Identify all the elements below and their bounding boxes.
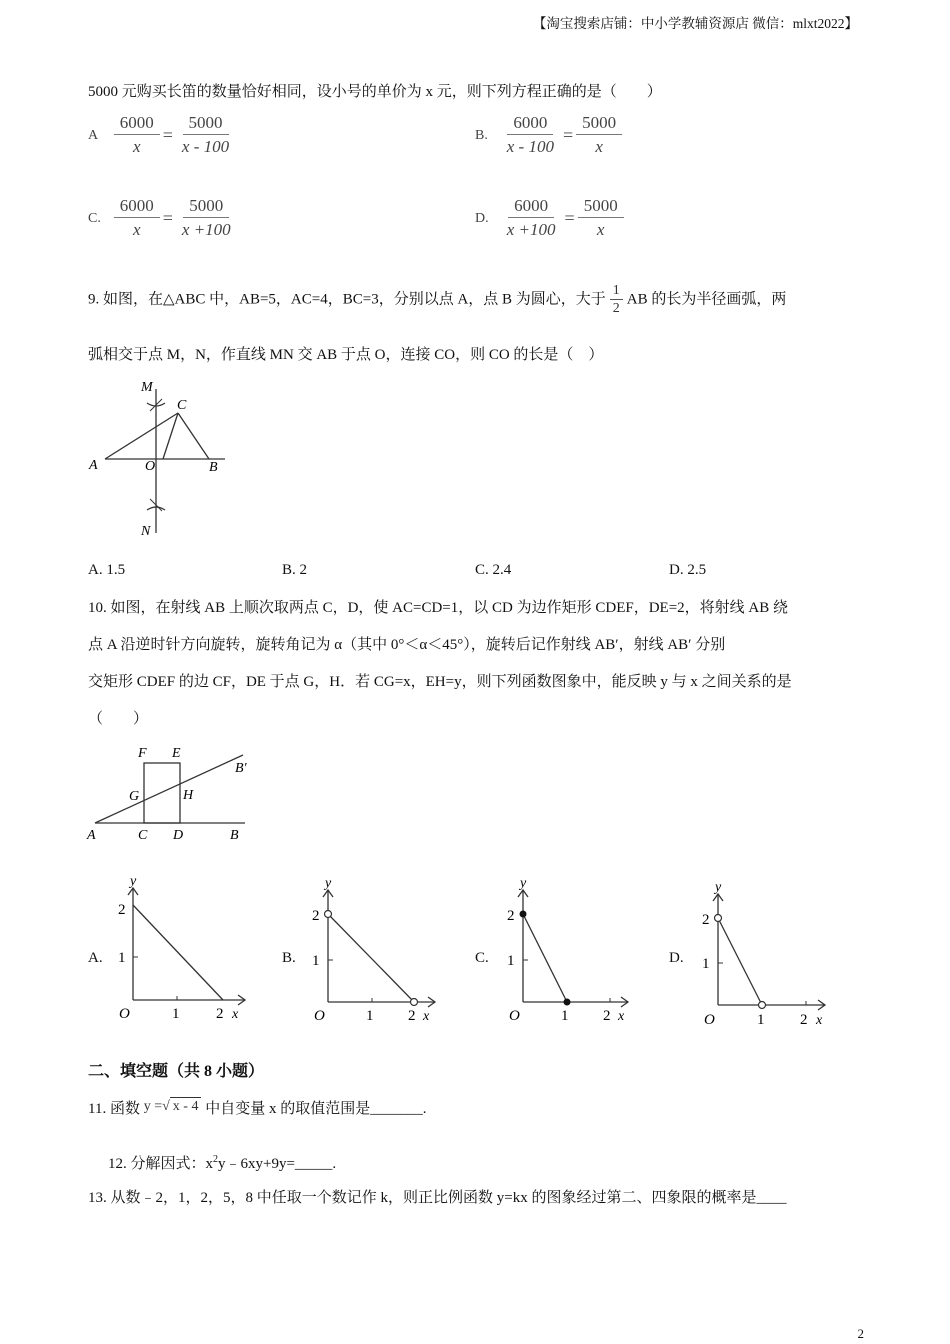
option-label: C. bbox=[88, 210, 101, 226]
label-c: C bbox=[138, 828, 148, 843]
svg-text:x: x bbox=[816, 1013, 823, 1028]
equals-sign: = bbox=[564, 208, 575, 228]
q10-option-b-label[interactable]: B. bbox=[282, 950, 296, 966]
q10-option-d-label[interactable]: D. bbox=[669, 950, 684, 966]
q10-graph-d[interactable] bbox=[690, 872, 840, 1032]
svg-text:2: 2 bbox=[312, 908, 320, 924]
svg-text:2: 2 bbox=[800, 1012, 808, 1028]
q10-stem-line2: 点 A 沿逆时针方向旋转，旋转角记为 α（其中 0°＜α＜45°），旋转后记作射线 AB′，射线 AB′ 分别 bbox=[88, 637, 726, 653]
q8-option-c[interactable] bbox=[88, 195, 237, 242]
label-b: B bbox=[209, 460, 218, 475]
label-e: E bbox=[172, 746, 181, 761]
svg-text:1: 1 bbox=[118, 950, 126, 966]
q10-graph-b[interactable] bbox=[300, 872, 450, 1027]
q9-option-d[interactable]: D. 2.5 bbox=[669, 562, 707, 578]
fraction-left: $\frac{6000}{x}$ bbox=[114, 195, 160, 242]
q8-option-b[interactable] bbox=[475, 112, 622, 159]
label-b: B bbox=[230, 828, 239, 843]
q10-rectangle-figure bbox=[85, 738, 265, 848]
equals-sign: = bbox=[562, 125, 574, 145]
svg-text:x: x bbox=[423, 1009, 430, 1024]
svg-text:2: 2 bbox=[702, 912, 710, 928]
q10-stem-line3: 交矩形 CDEF 的边 CF，DE 于点 G，H．若 CG=x，EH=y，则下列函数图象中，能反映 y 与 x 之间关系的是 bbox=[88, 674, 792, 690]
svg-text:1: 1 bbox=[702, 956, 710, 972]
q9-option-c[interactable]: C. 2.4 bbox=[475, 562, 512, 578]
q9-option-b[interactable]: B. 2 bbox=[282, 562, 308, 578]
svg-text:1: 1 bbox=[312, 953, 320, 969]
svg-text:O: O bbox=[704, 1012, 715, 1028]
section-title: 二、填空题（共 8 小题） bbox=[88, 1063, 265, 1080]
svg-text:y: y bbox=[520, 876, 527, 891]
option-label: D. bbox=[475, 210, 489, 226]
label-c: C bbox=[177, 398, 187, 413]
q8-option-a[interactable] bbox=[88, 112, 235, 159]
q11: 11. 函数 y =√ x - 4 中自变量 x 的取值范围是_______. bbox=[88, 1099, 427, 1117]
half-fraction: $\frac{1}{2}$ bbox=[610, 282, 623, 318]
q10-graph-a[interactable] bbox=[105, 872, 255, 1027]
label-f: F bbox=[138, 746, 147, 761]
q10-stem-line4: （ ） bbox=[88, 711, 149, 727]
fraction-left: $\frac{6000}{x}$ bbox=[114, 112, 160, 159]
svg-text:1: 1 bbox=[757, 1012, 765, 1028]
q9-stem-line1: 9. 如图，在△ABC 中，AB=5，AC=4，BC=3，分别以点 A，点 B 为圆心，大于 $\frac{1}{2}$ AB 的长为半径画弧，两 bbox=[88, 283, 787, 316]
label-n: N bbox=[141, 524, 151, 539]
svg-text:x: x bbox=[232, 1007, 239, 1022]
page-header: 【淘宝搜索店铺：中小学教辅资源店 微信：mlxt2022】 bbox=[532, 16, 858, 31]
svg-text:1: 1 bbox=[507, 953, 515, 969]
label-g: G bbox=[129, 789, 140, 804]
option-label: B. bbox=[475, 127, 488, 143]
svg-text:2: 2 bbox=[507, 908, 515, 924]
svg-text:y: y bbox=[715, 880, 722, 895]
page-number: 2 bbox=[857, 1326, 864, 1341]
q12: 12. 分解因式：$x^2y﹣6xy+9y=\_\_\_\_\_$. bbox=[108, 1154, 337, 1172]
q10-option-c-label[interactable]: C. bbox=[475, 950, 489, 966]
svg-text:O: O bbox=[119, 1006, 130, 1022]
svg-text:O: O bbox=[509, 1008, 520, 1024]
q8-option-d[interactable] bbox=[475, 195, 624, 242]
svg-text:y: y bbox=[130, 874, 137, 889]
option-label: A bbox=[88, 127, 99, 143]
equals-sign: = bbox=[162, 208, 173, 228]
q10-option-a-label[interactable]: A. bbox=[88, 950, 103, 966]
fraction-right: $\frac{5000}{x}$ bbox=[578, 195, 624, 242]
label-a: A bbox=[87, 828, 96, 843]
q9-stem-line2: 弧相交于点 M，N，作直线 MN 交 AB 于点 O，连接 CO，则 CO 的长是（ ） bbox=[88, 347, 604, 363]
q13: 13. 从数﹣2，1，2，5，8 中任取一个数记作 k，则正比例函数 y=kx 的图象经过第二、四象限的概率是____ bbox=[88, 1190, 787, 1206]
label-h: H bbox=[183, 788, 194, 803]
equals-sign: = bbox=[162, 125, 173, 145]
svg-text:1: 1 bbox=[561, 1008, 569, 1024]
q9-triangle-figure bbox=[85, 375, 235, 540]
svg-text:1: 1 bbox=[172, 1006, 180, 1022]
svg-text:2: 2 bbox=[118, 902, 126, 918]
fraction-right: $\frac{5000}{x +100}$ bbox=[181, 196, 231, 239]
fraction-left: $\frac{6000}{x - 100}$ bbox=[506, 113, 554, 156]
svg-text:2: 2 bbox=[216, 1006, 224, 1022]
label-o: O bbox=[145, 459, 156, 474]
q10-stem-line1: 10. 如图，在射线 AB 上顺次取两点 C，D，使 AC=CD=1，以 CD 为边作矩形 CDEF，DE=2，将射线 AB 绕 bbox=[88, 600, 788, 616]
svg-text:O: O bbox=[314, 1008, 325, 1024]
fraction-left: $\frac{6000}{x +100}$ bbox=[506, 196, 556, 239]
q10-graph-c[interactable] bbox=[495, 872, 645, 1027]
svg-text:1: 1 bbox=[366, 1008, 374, 1024]
label-d: D bbox=[173, 828, 184, 843]
q9-option-a[interactable]: A. 1.5 bbox=[88, 562, 126, 578]
fraction-right: $\frac{5000}{x}$ bbox=[576, 112, 622, 159]
q8-stem: 5000 元购买长笛的数量恰好相同，设小号的单价为 x 元，则下列方程正确的是（ ） bbox=[88, 84, 662, 100]
label-m: M bbox=[141, 380, 153, 395]
svg-text:x: x bbox=[618, 1009, 625, 1024]
svg-text:2: 2 bbox=[603, 1008, 611, 1024]
label-a: A bbox=[89, 458, 98, 473]
svg-text:2: 2 bbox=[408, 1008, 416, 1024]
label-b-prime: B′ bbox=[235, 761, 247, 776]
fraction-right: $\frac{5000}{x - 100}$ bbox=[181, 113, 230, 156]
svg-text:y: y bbox=[325, 876, 332, 891]
